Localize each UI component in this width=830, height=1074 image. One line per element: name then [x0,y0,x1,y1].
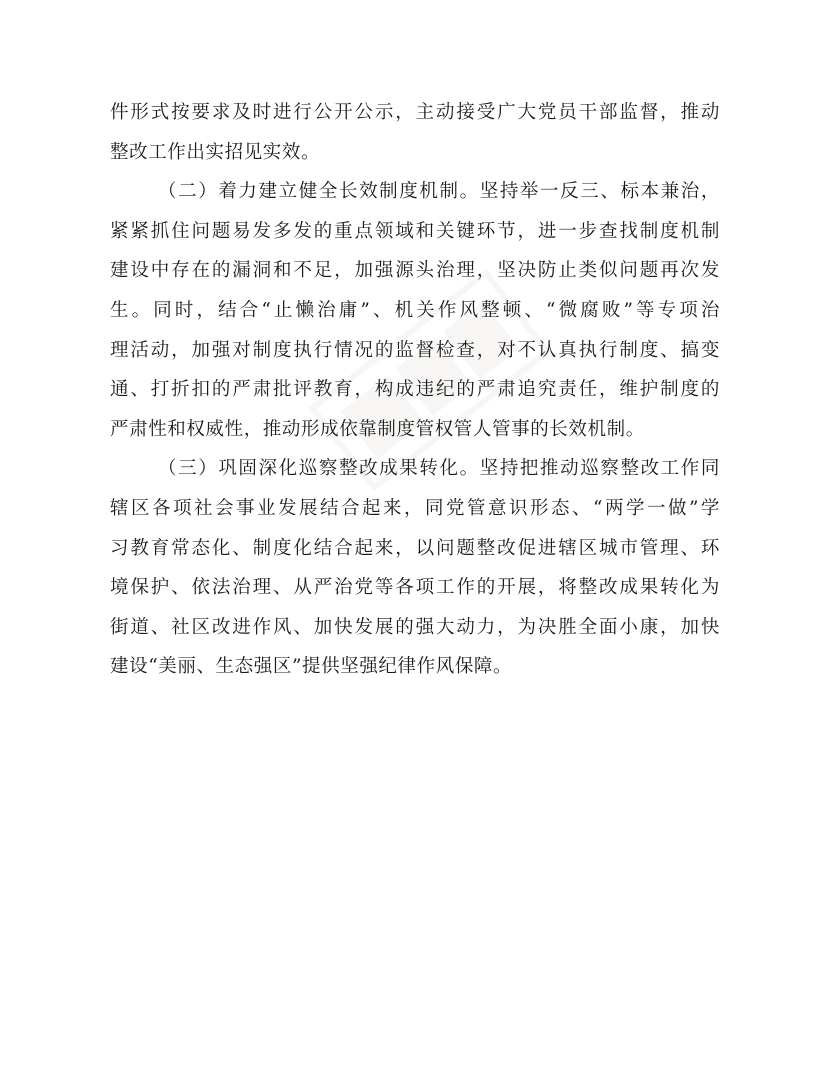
text-line: 严肃性和权威性，推动形成依靠制度管权管人管事的长效机制。 [110,418,645,440]
text-line: 习教育常态化、制度化结合起来，以问题整改促进辖区城市管理、环 [110,537,720,559]
text-line: 街道、社区改进作风、加快发展的强大动力，为决胜全面小康，加快 [110,616,720,638]
paragraph-1 [110,93,720,172]
text-line: 建设“美丽、生态强区”提供坚强纪律作风保障。 [110,656,513,678]
text-line: （二）着力建立健全长效制度机制。坚持举一反三、标本兼治， [158,181,720,203]
text-line: 通、打折扣的严肃批评教育，构成违纪的严肃追究责任，维护制度的 [110,379,720,401]
text-line: 建设中存在的漏洞和不足，加强源头治理，坚决防止类似问题再次发 [110,260,720,282]
text-line: 生。同时，结合“止懒治庸”、机关作风整顿、“微腐败”等专项治 [110,299,720,321]
text-line: （三）巩固深化巡察整改成果转化。坚持把推动巡察整改工作同 [158,458,720,480]
paragraph-2 [110,172,720,449]
text-line: 理活动，加强对制度执行情况的监督检查，对不认真执行制度、搞变 [110,339,720,361]
text-line: 整改工作出实招见实效。 [110,141,321,163]
text-line: 件形式按要求及时进行公开公示，主动接受广大党员干部监督，推动 [110,102,720,123]
text-line: 境保护、依法治理、从严治党等各项工作的开展，将整改成果转化为 [110,577,720,599]
text-line: 紧紧抓住问题易发多发的重点领域和关键环节，进一步查找制度机制 [110,220,720,242]
text-line: 辖区各项社会事业发展结合起来，同党管意识形态、“两学一做”学 [110,497,720,519]
document-body [110,93,720,687]
paragraph-3 [110,449,720,687]
